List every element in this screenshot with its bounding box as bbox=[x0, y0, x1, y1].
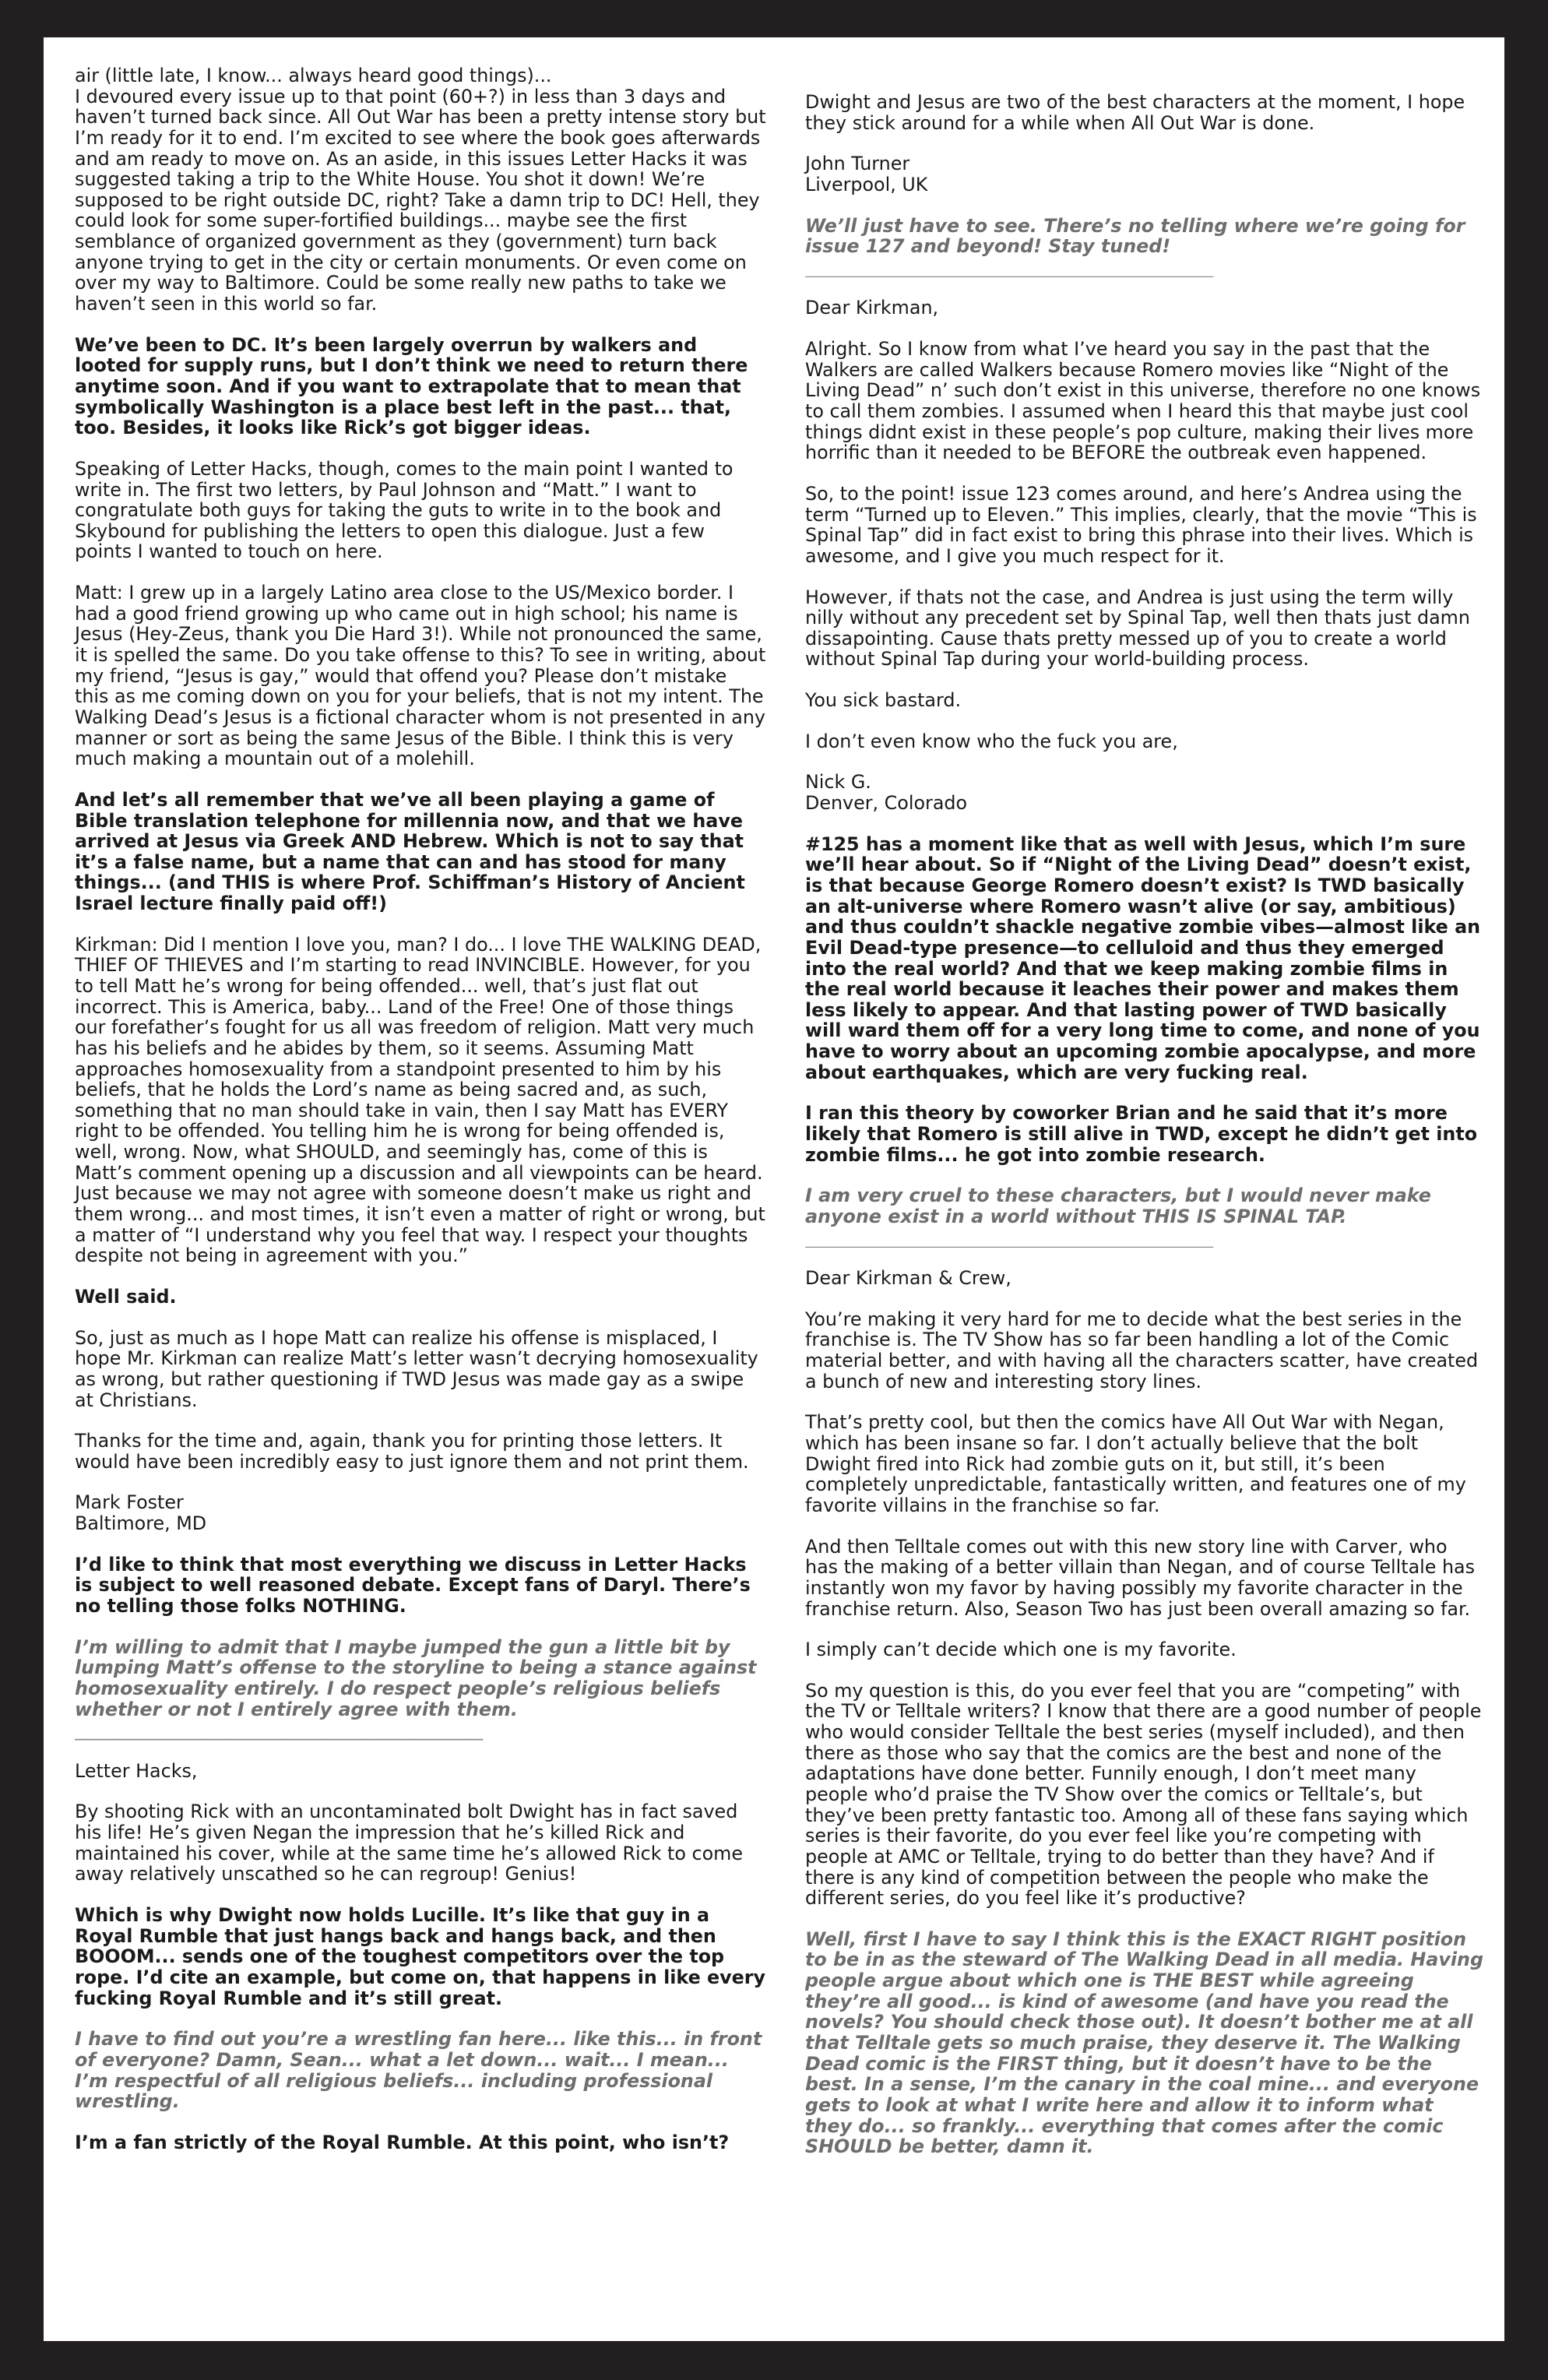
editor-response: I’m a fan strictly of the Royal Rumble. At this point, who isn’t? bbox=[75, 2131, 730, 2153]
letter-paragraph: By shooting Rick with an uncontaminated bolt Dwight has in fact saved his life! He’s given Negan the impression that he’s killed Rick and maintained his cover, while at the same time he’s allowed Rick to come away relatively unscathed so he can regroup! Genius! bbox=[75, 1801, 743, 1885]
editor-response: And let’s all remember that we’ve all been playing a game of Bible translation telephone for millennia now, and that we have arrived at Jesus via Greek AND Hebrew. Which is not to say that it’s a false name, but a name that can and has stood for many things... (and THIS is where Prof. Schiffman’s History of Ancient Israel lecture finally paid off!) bbox=[75, 788, 745, 915]
section-divider: ________________________________________________ bbox=[75, 1720, 483, 1741]
letter-paragraph: Mark Foster Baltimore, MD bbox=[75, 1491, 207, 1535]
left-column bbox=[75, 65, 766, 2173]
editor-response: I ran this theory by coworker Brian and he said that it’s more likely that Romero is still alive in TWD, except he didn’t get into zombie films... he got into zombie research. bbox=[805, 1102, 1478, 1166]
letter-paragraph: I simply can’t decide which one is my favorite. bbox=[805, 1639, 1237, 1661]
letter-paragraph: Thanks for the time and, again, thank you for printing those letters. It would have been incredibly easy to just ignore them and not print them. bbox=[75, 1430, 749, 1473]
letters-page bbox=[44, 37, 1504, 2341]
editor-response: We’ve been to DC. It’s been largely overrun by walkers and looted for supply runs, but I don’t think we need to return there anytime soon. And if you want to extrapolate that to mean that symbolically Washington is a place best left in the past... that, too. Besides, it looks like Rick’s got bigger ideas. bbox=[75, 333, 748, 439]
letter-paragraph: So my question is this, do you ever feel that you are “competing” with the TV or Telltale writers? I know that there are a good number of people who would consider Telltale the best series (myself included), and then there as those who say that the comics are the best and none of the adaptations have done better. Funnily enough, I don’t meet many people who’d praise the TV Show over the comics or Telltale’s, but they’ve been pretty fantastic too. Among all of these fans saying which series is their favorite, do you ever feel like you’re competing with people at AMC or Telltale, trying to do better than they have? And if there is any kind of competition between the people who make the different series, do you feel like it’s productive? bbox=[805, 1679, 1482, 1910]
letter-paragraph: So, to the point! issue 123 comes around, and here’s Andrea using the term “Turned up to Eleven.” This implies, clearly, that the movie “This is Spinal Tap” did in fact exist to bring this phrase into their lives. Which is awesome, and I give you much respect for it. bbox=[805, 482, 1477, 567]
editor-response: Well said. bbox=[75, 1285, 177, 1308]
letter-paragraph: So, just as much as I hope Matt can realize his offense is misplaced, I hope Mr. Kirkman can realize Matt’s letter wasn’t decrying homosexuality as wrong, but rather questioning if TWD Jesus was made gay as a swipe at Christians. bbox=[75, 1326, 758, 1411]
letter-paragraph: And then Telltale comes out with this new story line with Carver, who has the making of a better villain than Negan, and of course Telltale has instantly won my favor by having possibly my favorite character in the franchise return. Also, Season Two has just been overall amazing so far. bbox=[805, 1535, 1476, 1620]
right-column bbox=[805, 92, 1484, 2178]
kirkman-reply: I have to find out you’re a wrestling fan here... like this... in front of everyone? Damn, Sean... what a let down... wait... I mean... I’m respectful of all religious beliefs... including professional wrestling. bbox=[75, 2028, 762, 2113]
letter-paragraph: You sick bastard. bbox=[805, 689, 962, 712]
letter-paragraph: Dwight and Jesus are two of the best characters at the moment, I hope they stick around for a while when All Out War is done. bbox=[805, 91, 1465, 134]
letter-paragraph: I don’t even know who the fuck you are, bbox=[805, 730, 1178, 752]
letter-paragraph: Dear Kirkman & Crew, bbox=[805, 1267, 1011, 1290]
section-divider: ________________________________________________ bbox=[805, 1227, 1213, 1248]
letter-paragraph: Dear Kirkman, bbox=[805, 297, 939, 319]
letter-paragraph: Kirkman: Did I mention I love you, man? I do... I love THE WALKING DEAD, THIEF OF THIEVES and I’m starting to read INVINCIBLE. However, for you to tell Matt he’s wrong for being offended... well, that’s just flat out incorrect. This is America, baby... Land of the Free! One of those things our forefather’s fought for us all was freedom of religion. Matt very much has his beliefs and he abides by them, so it seems. Assuming Matt approaches homosexuality from a standpoint presented to him by his beliefs, that he holds the Lord’s name as being sacred and, as such, something that no man should take in vain, then I say Matt has EVERY right to be offended. You telling him he is wrong for being offended is, well, wrong. Now, what SHOULD, and seemingly has, come of this is Matt’s comment opening up a discussion and all viewpoints can be heard. Just because we may not agree with someone doesn’t make us right and them wrong... and most times, it isn’t even a matter of right or wrong, but a matter of “I understand why you feel that way. I respect your thoughts despite not being in agreement with you.” bbox=[75, 933, 765, 1267]
letter-paragraph: Alright. So I know from what I’ve heard you say in the past that the Walkers are called Walkers because Romero movies like “Night of the Living Dead” n’ such don’t exist in this universe, therefore no one knows to call them zombies. I assumed when I heard this that maybe just cool things didnt exist in these people’s pop culture, making their lives more horrific than it needed to be BEFORE the outbreak even happened. bbox=[805, 338, 1481, 464]
letter-paragraph: You’re making it very hard for me to decide what the best series in the franchise is. The TV Show has so far been handling a lot of the Comic material better, and with having all the characters scatter, have created a bunch of new and interesting story lines. bbox=[805, 1308, 1479, 1392]
letter-paragraph: Nick G. Denver, Colorado bbox=[805, 771, 968, 815]
editor-response: Which is why Dwight now holds Lucille. It’s like that guy in a Royal Rumble that just hangs back and hangs back, and then BOOOM... sends one of the toughest competitors over the top rope. I’d cite an example, but come on, that happens in like every fucking Royal Rumble and it’s still great. bbox=[75, 1904, 766, 2009]
kirkman-reply: Well, first I have to say I think this is the EXACT RIGHT position to be in as the steward of The Walking Dead in all media. Having people argue about which one is THE BEST while agreeing they’re all good... is kind of awesome (and have you read the novels? You should check those out). It doesn’t bother me at all that Telltale gets so much praise, they deserve it. The Walking Dead comic is the FIRST thing, but it doesn’t have to be the best. In a sense, I’m the canary in the coal mine... and everyone gets to look at what I write here and allow it to inform what they do... so frankly... everything that comes after the comic SHOULD be better, damn it. bbox=[805, 1928, 1483, 2158]
letter-paragraph: However, if thats not the case, and Andrea is just using the term willy nilly without any precedent set by Spinal Tap, well then thats just damn dissapointing. Cause thats pretty messed up of you to create a world without Spinal Tap during your world-building process. bbox=[805, 586, 1470, 671]
editor-response: I’d like to think that most everything we discuss in Letter Hacks is subject to well reasoned debate. Except fans of Daryl. There’s no telling those folks NOTHING. bbox=[75, 1553, 751, 1617]
kirkman-reply: We’ll just have to see. There’s no telling where we’re going for issue 127 and beyond! Stay tuned! bbox=[805, 214, 1465, 258]
editor-response: #125 has a moment like that as well with Jesus, which I’m sure we’ll hear about. So if “Night of the Living Dead” doesn’t exist, is that because George Romero doesn’t exist? Is TWD basically an alt-universe where Romero wasn’t alive (or say, ambitious) and thus couldn’t shackle negative zombie vibes—almost like an Evil Dead-type presence—to celluloid and thus they emerged into the real world? And that we keep making zombie films in the real world because it leaches their power and makes them less likely to appear. And that lasting power of TWD basically will ward them off for a very long time to come, and none of you have to worry about an upcoming zombie apocalypse, and more about earthquakes, which are very fucking real. bbox=[805, 833, 1481, 1083]
letter-paragraph: That’s pretty cool, but then the comics have All Out War with Negan, which has been insane so far. I don’t actually believe that the bolt Dwight fired into Rick had zombie guts on it, but still, it’s been completely unpredictable, fantastically written, and features one of my favorite villains in the franchise so far. bbox=[805, 1411, 1466, 1516]
section-divider: ________________________________________________ bbox=[805, 256, 1213, 278]
letter-paragraph: air (little late, I know... always heard good things)... I devoured every issue up to that point (60+?) in less than 3 days and haven’t turned back since. All Out War has been a pretty intense story but I’m ready for it to end. I’m excited to see where the book goes afterwards and am ready to move on. As an aside, in this issues Letter Hacks it was suggested taking a trip to the White House. You shot it down! We’re supposed to be right outside DC, right? Take a damn trip to DC! Hell, they could look for some super-fortified buildings... maybe see the first semblance of organized government as they (government) turn back anyone trying to get in the city or certain monuments. Or even come on over my way to Baltimore. Could be some really new paths to take we haven’t seen in this world so far. bbox=[75, 65, 766, 315]
kirkman-reply: I am very cruel to these characters, but I would never make anyone exist in a world without THIS IS SPINAL TAP. bbox=[805, 1185, 1431, 1227]
letter-paragraph: Speaking of Letter Hacks, though, comes to the main point I wanted to write in. The first two letters, by Paul Johnson and “Matt.” I want to congratulate both guys for taking the guts to write in to the book and Skybound for publishing the letters to open this dialogue. Just a few points I wanted to touch on here. bbox=[75, 457, 734, 563]
kirkman-reply: I’m willing to admit that I maybe jumped the gun a little bit by lumping Matt’s offense to the storyline to being a stance against homosexuality entirely. I do respect people’s religious beliefs whether or not I entirely agree with them. bbox=[75, 1635, 757, 1720]
letter-paragraph: John Turner Liverpool, UK bbox=[805, 153, 928, 195]
letter-paragraph: Matt: I grew up in a largely Latino area close to the US/Mexico border. I had a good friend growing up who came out in high school; his name is Jesus (Hey-Zeus, thank you Die Hard 3!). While not pronounced the same, it is spelled the same. Do you take offense to this? To see in writing, about my friend, “Jesus is gay,” would that offend you? Please don’t mistake this as me coming down on you for your beliefs, that is not my intent. The Walking Dead’s Jesus is a fictional character whom is not presented in any manner or sort as being the same Jesus of the Bible. I think this is very much making a mountain out of a molehill. bbox=[75, 582, 766, 770]
letter-paragraph: Letter Hacks, bbox=[75, 1759, 198, 1782]
